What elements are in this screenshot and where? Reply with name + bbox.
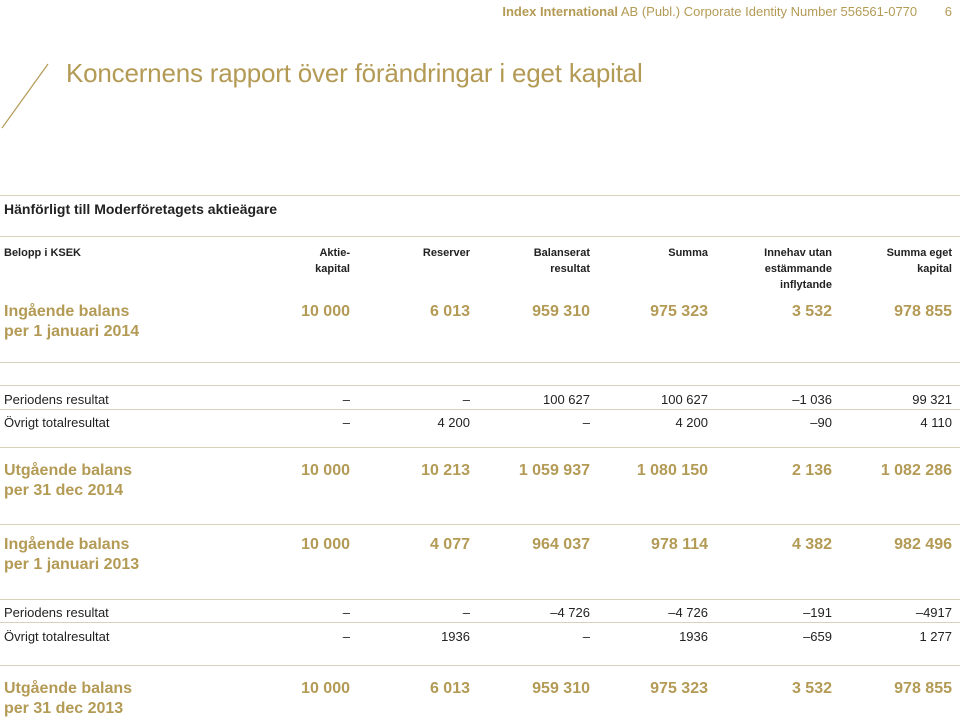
table-cell: 1936 bbox=[679, 629, 708, 644]
row-label: Utgående balans per 31 dec 2014 bbox=[4, 462, 133, 499]
table-cell: – bbox=[342, 415, 350, 430]
table-cell: 6 013 bbox=[429, 303, 470, 320]
column-header-sum: Summa bbox=[668, 247, 708, 259]
row-label: Periodens resultat bbox=[4, 392, 109, 407]
table-cell: 3 532 bbox=[791, 680, 832, 697]
table-cell: 10 000 bbox=[301, 303, 350, 320]
divider bbox=[0, 362, 960, 363]
table-cell: 10 000 bbox=[301, 462, 350, 479]
table-cell: 1 059 937 bbox=[518, 462, 590, 479]
divider bbox=[0, 622, 960, 623]
table-cell: 10 000 bbox=[301, 680, 350, 697]
table-cell: 975 323 bbox=[650, 303, 708, 320]
table-cell: 4 077 bbox=[429, 536, 470, 553]
row-label: Övrigt totalresultat bbox=[4, 629, 110, 644]
table-cell: 964 037 bbox=[532, 536, 590, 553]
table-cell: 4 110 bbox=[920, 415, 952, 430]
table-cell: – bbox=[462, 605, 470, 620]
column-header-retained-earnings: Balanserat resultat bbox=[533, 247, 590, 275]
divider bbox=[0, 524, 960, 525]
table-cell: – bbox=[462, 392, 470, 407]
table-cell: – bbox=[342, 629, 350, 644]
row-label: Övrigt totalresultat bbox=[4, 415, 110, 430]
divider bbox=[0, 599, 960, 600]
table-cell: 4 382 bbox=[791, 536, 832, 553]
table-cell: – bbox=[342, 392, 350, 407]
row-label: Utgående balans per 31 dec 2013 bbox=[4, 680, 133, 717]
table-cell: 99 321 bbox=[912, 392, 952, 407]
table-cell: – bbox=[342, 605, 350, 620]
row-label: Ingående balans per 1 januari 2013 bbox=[4, 536, 140, 573]
table-cell: 100 627 bbox=[661, 392, 708, 407]
table-cell: –659 bbox=[803, 629, 832, 644]
divider bbox=[0, 195, 960, 196]
divider bbox=[0, 665, 960, 666]
table-cell: 4 200 bbox=[675, 415, 708, 430]
divider bbox=[0, 409, 960, 410]
decorative-slash bbox=[0, 62, 60, 130]
column-header-label: Belopp i KSEK bbox=[4, 247, 82, 259]
column-header-minority: Innehav utan estämmande inflytande bbox=[764, 247, 832, 291]
company-details: AB (Publ.) Corporate Identity Number 556561-0770 bbox=[620, 4, 918, 19]
page-number: 6 bbox=[944, 4, 952, 19]
table-cell: 975 323 bbox=[650, 680, 708, 697]
table-cell: 959 310 bbox=[532, 303, 590, 320]
page-title: Koncernens rapport över förändringar i eget kapital bbox=[66, 58, 643, 88]
row-label: Periodens resultat bbox=[4, 605, 109, 620]
column-header-share-capital: Aktie- kapital bbox=[315, 247, 350, 275]
table-cell: –4 726 bbox=[550, 605, 590, 620]
row-label: Ingående balans per 1 januari 2014 bbox=[4, 303, 140, 340]
company-name: Index International bbox=[502, 4, 618, 19]
table-cell: –4 726 bbox=[668, 605, 708, 620]
table-cell: 10 000 bbox=[301, 536, 350, 553]
table-cell: 978 114 bbox=[651, 536, 708, 553]
table-cell: – bbox=[582, 629, 590, 644]
table-cell: –4917 bbox=[915, 605, 952, 620]
table-cell: – bbox=[582, 415, 590, 430]
table-cell: –1 036 bbox=[792, 392, 832, 407]
divider bbox=[0, 447, 960, 448]
section-title: Hänförligt till Moderföretagets aktieägare bbox=[4, 201, 278, 217]
page-header bbox=[0, 4, 952, 19]
table-cell: –90 bbox=[810, 415, 832, 430]
table-cell: 1 277 bbox=[919, 629, 952, 644]
table-cell: 4 200 bbox=[437, 415, 470, 430]
divider bbox=[0, 385, 960, 386]
column-header-reserves: Reserver bbox=[422, 247, 470, 259]
table-cell: 978 855 bbox=[894, 303, 952, 320]
table-cell: 1 082 286 bbox=[880, 462, 952, 479]
table-cell: 978 855 bbox=[894, 680, 952, 697]
table-cell: 6 013 bbox=[429, 680, 470, 697]
table-cell: 1 080 150 bbox=[636, 462, 708, 479]
table-cell: –191 bbox=[803, 605, 832, 620]
divider bbox=[0, 236, 960, 237]
table-cell: 3 532 bbox=[791, 303, 832, 320]
table-cell: 2 136 bbox=[791, 462, 832, 479]
table-cell: 10 213 bbox=[421, 462, 470, 479]
column-header-total-equity: Summa eget kapital bbox=[886, 247, 952, 275]
table-cell: 982 496 bbox=[894, 536, 952, 553]
table-cell: 100 627 bbox=[543, 392, 590, 407]
table-cell: 959 310 bbox=[532, 680, 590, 697]
table-cell: 1936 bbox=[441, 629, 470, 644]
